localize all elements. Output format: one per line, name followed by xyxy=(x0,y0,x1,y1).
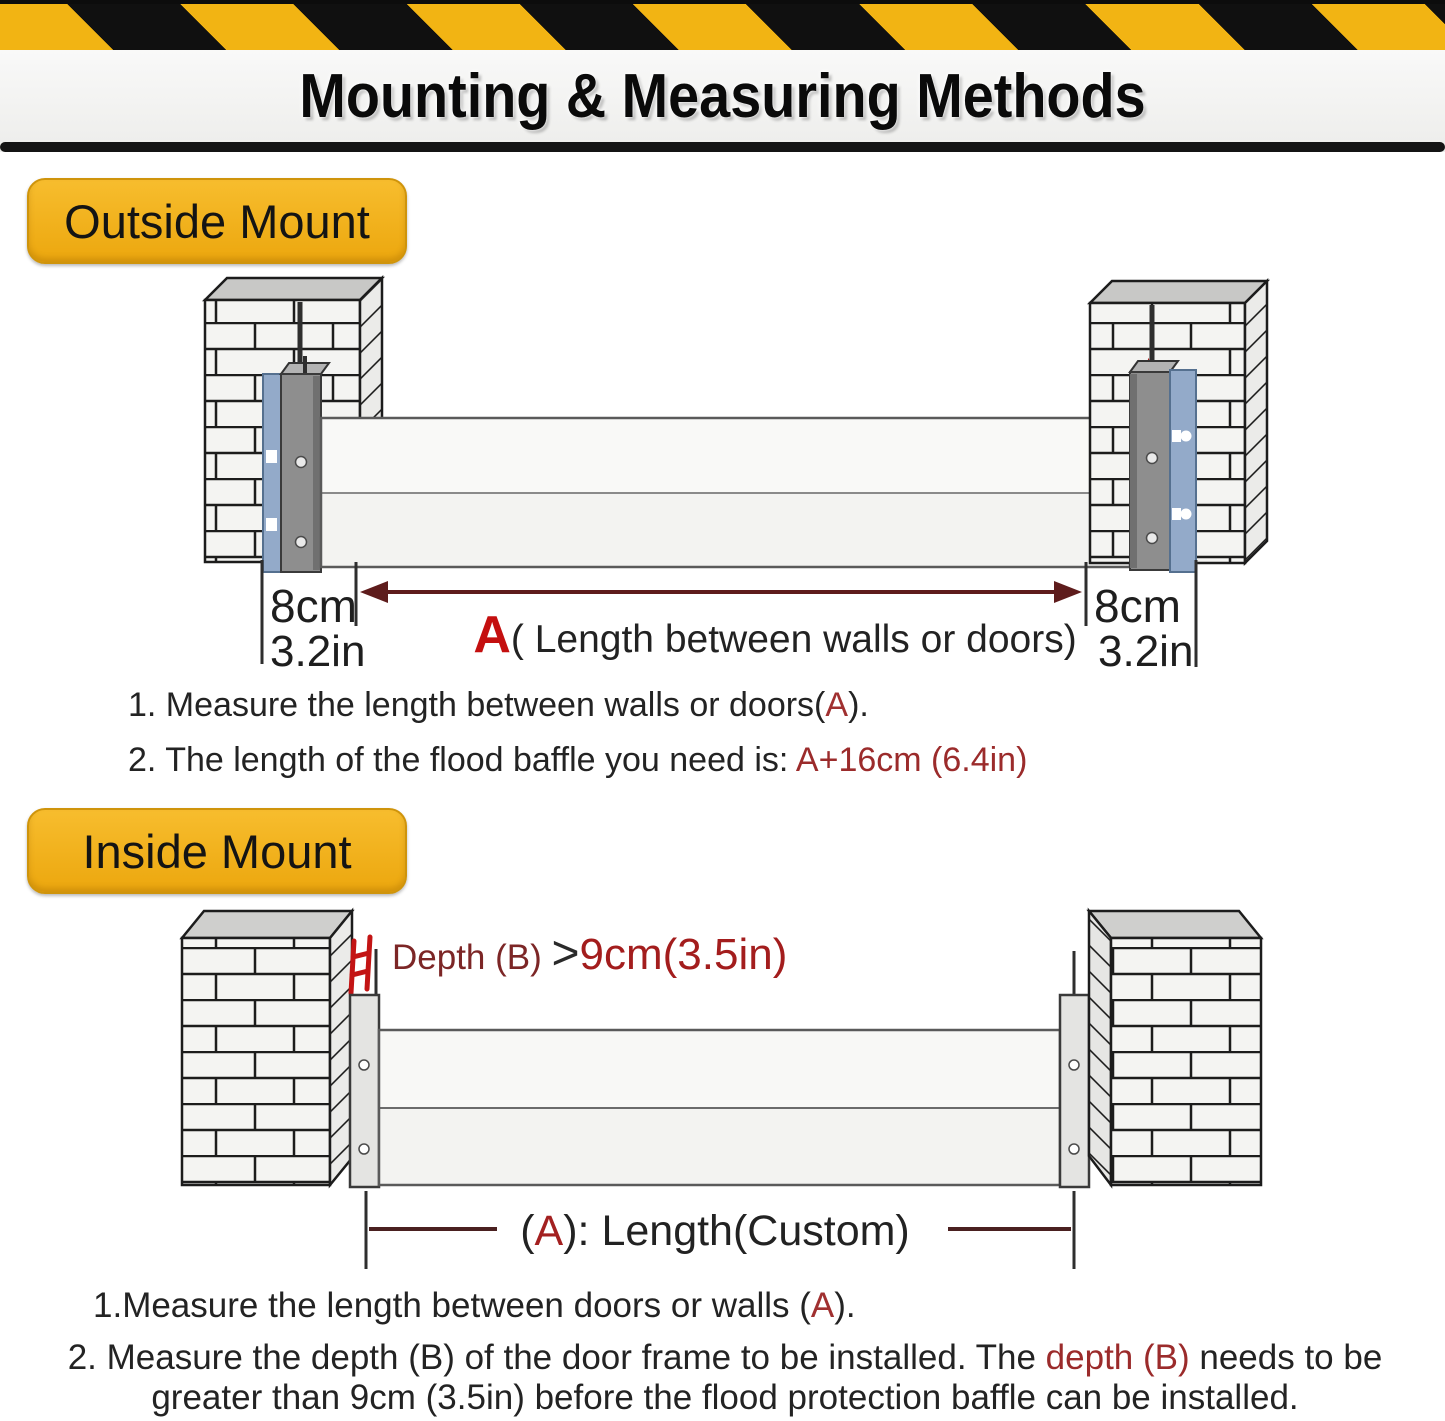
custom-length-post: ): Length(Custom) xyxy=(563,1207,910,1255)
brick-pillar-left xyxy=(182,911,352,1185)
inside-step-1 xyxy=(93,1286,856,1326)
seal-strip-right xyxy=(1170,370,1196,572)
custom-length-label xyxy=(520,1207,910,1255)
seal-strip-left xyxy=(263,374,281,572)
header-divider xyxy=(0,142,1445,152)
page-title: Mounting & Measuring Methods xyxy=(299,61,1146,131)
outside-mount-diagram xyxy=(0,270,1445,670)
hazard-stripe-icon xyxy=(0,0,1445,50)
mounting-post-left xyxy=(350,995,379,1187)
flood-barrier xyxy=(321,418,1130,567)
outside-step1-accent: A xyxy=(825,686,849,724)
left-gap-in-label: 3.2in xyxy=(270,627,366,670)
length-arrow xyxy=(360,581,1082,603)
depth-b-name: Depth (B) xyxy=(392,938,552,977)
inside-mount-diagram xyxy=(0,895,1445,1290)
outside-step1-text: 1. Measure the length between walls or doors( xyxy=(128,686,826,724)
inside-step-2 xyxy=(25,1338,1425,1418)
flood-barrier xyxy=(379,1030,1060,1185)
depth-b-value: 9cm(3.5in) xyxy=(579,930,788,979)
inside-step2-end: needs to be greater than 9cm (3.5in) before the flood protection baffle can be installed. xyxy=(151,1338,1383,1417)
right-gap-in-label: 3.2in xyxy=(1098,627,1194,670)
mounting-post-right xyxy=(1060,995,1089,1187)
header-banner xyxy=(0,0,1445,152)
outside-step-1 xyxy=(128,686,1027,724)
depth-b-label xyxy=(392,927,787,980)
inside-step1-accent: A xyxy=(810,1286,835,1325)
custom-length-accent: A xyxy=(534,1207,564,1255)
inside-step2-accent: depth (B) xyxy=(1045,1338,1190,1377)
length-accent-a: A xyxy=(473,606,511,664)
inside-step1-text: 1.Measure the length between doors or walls ( xyxy=(93,1286,811,1325)
outside-step2-text: 2. The length of the flood baffle you need is: xyxy=(128,741,796,779)
length-label-rest: ( Length between walls or doors) xyxy=(510,618,1077,661)
outside-mount-badge: Outside Mount xyxy=(27,178,407,264)
depth-gt-sign: > xyxy=(551,927,580,980)
outside-step2-accent: A+16cm (6.4in) xyxy=(795,741,1028,779)
right-gap-cm-label: 8cm xyxy=(1094,580,1181,632)
custom-length-pre: ( xyxy=(520,1207,535,1255)
outside-step-2 xyxy=(128,741,1027,779)
depth-indicator-icon xyxy=(351,937,370,993)
brick-pillar-right xyxy=(1089,911,1261,1185)
inside-step2-text: 2. Measure the depth (B) of the door frame to be installed. The xyxy=(67,1338,1046,1377)
outside-step1-end: ). xyxy=(848,686,869,724)
inside-mount-badge: Inside Mount xyxy=(27,808,407,894)
outside-steps xyxy=(128,686,1027,796)
length-between-walls-label xyxy=(473,606,1076,664)
left-gap-cm-label: 8cm xyxy=(270,580,357,632)
inside-step1-end: ). xyxy=(834,1286,856,1325)
